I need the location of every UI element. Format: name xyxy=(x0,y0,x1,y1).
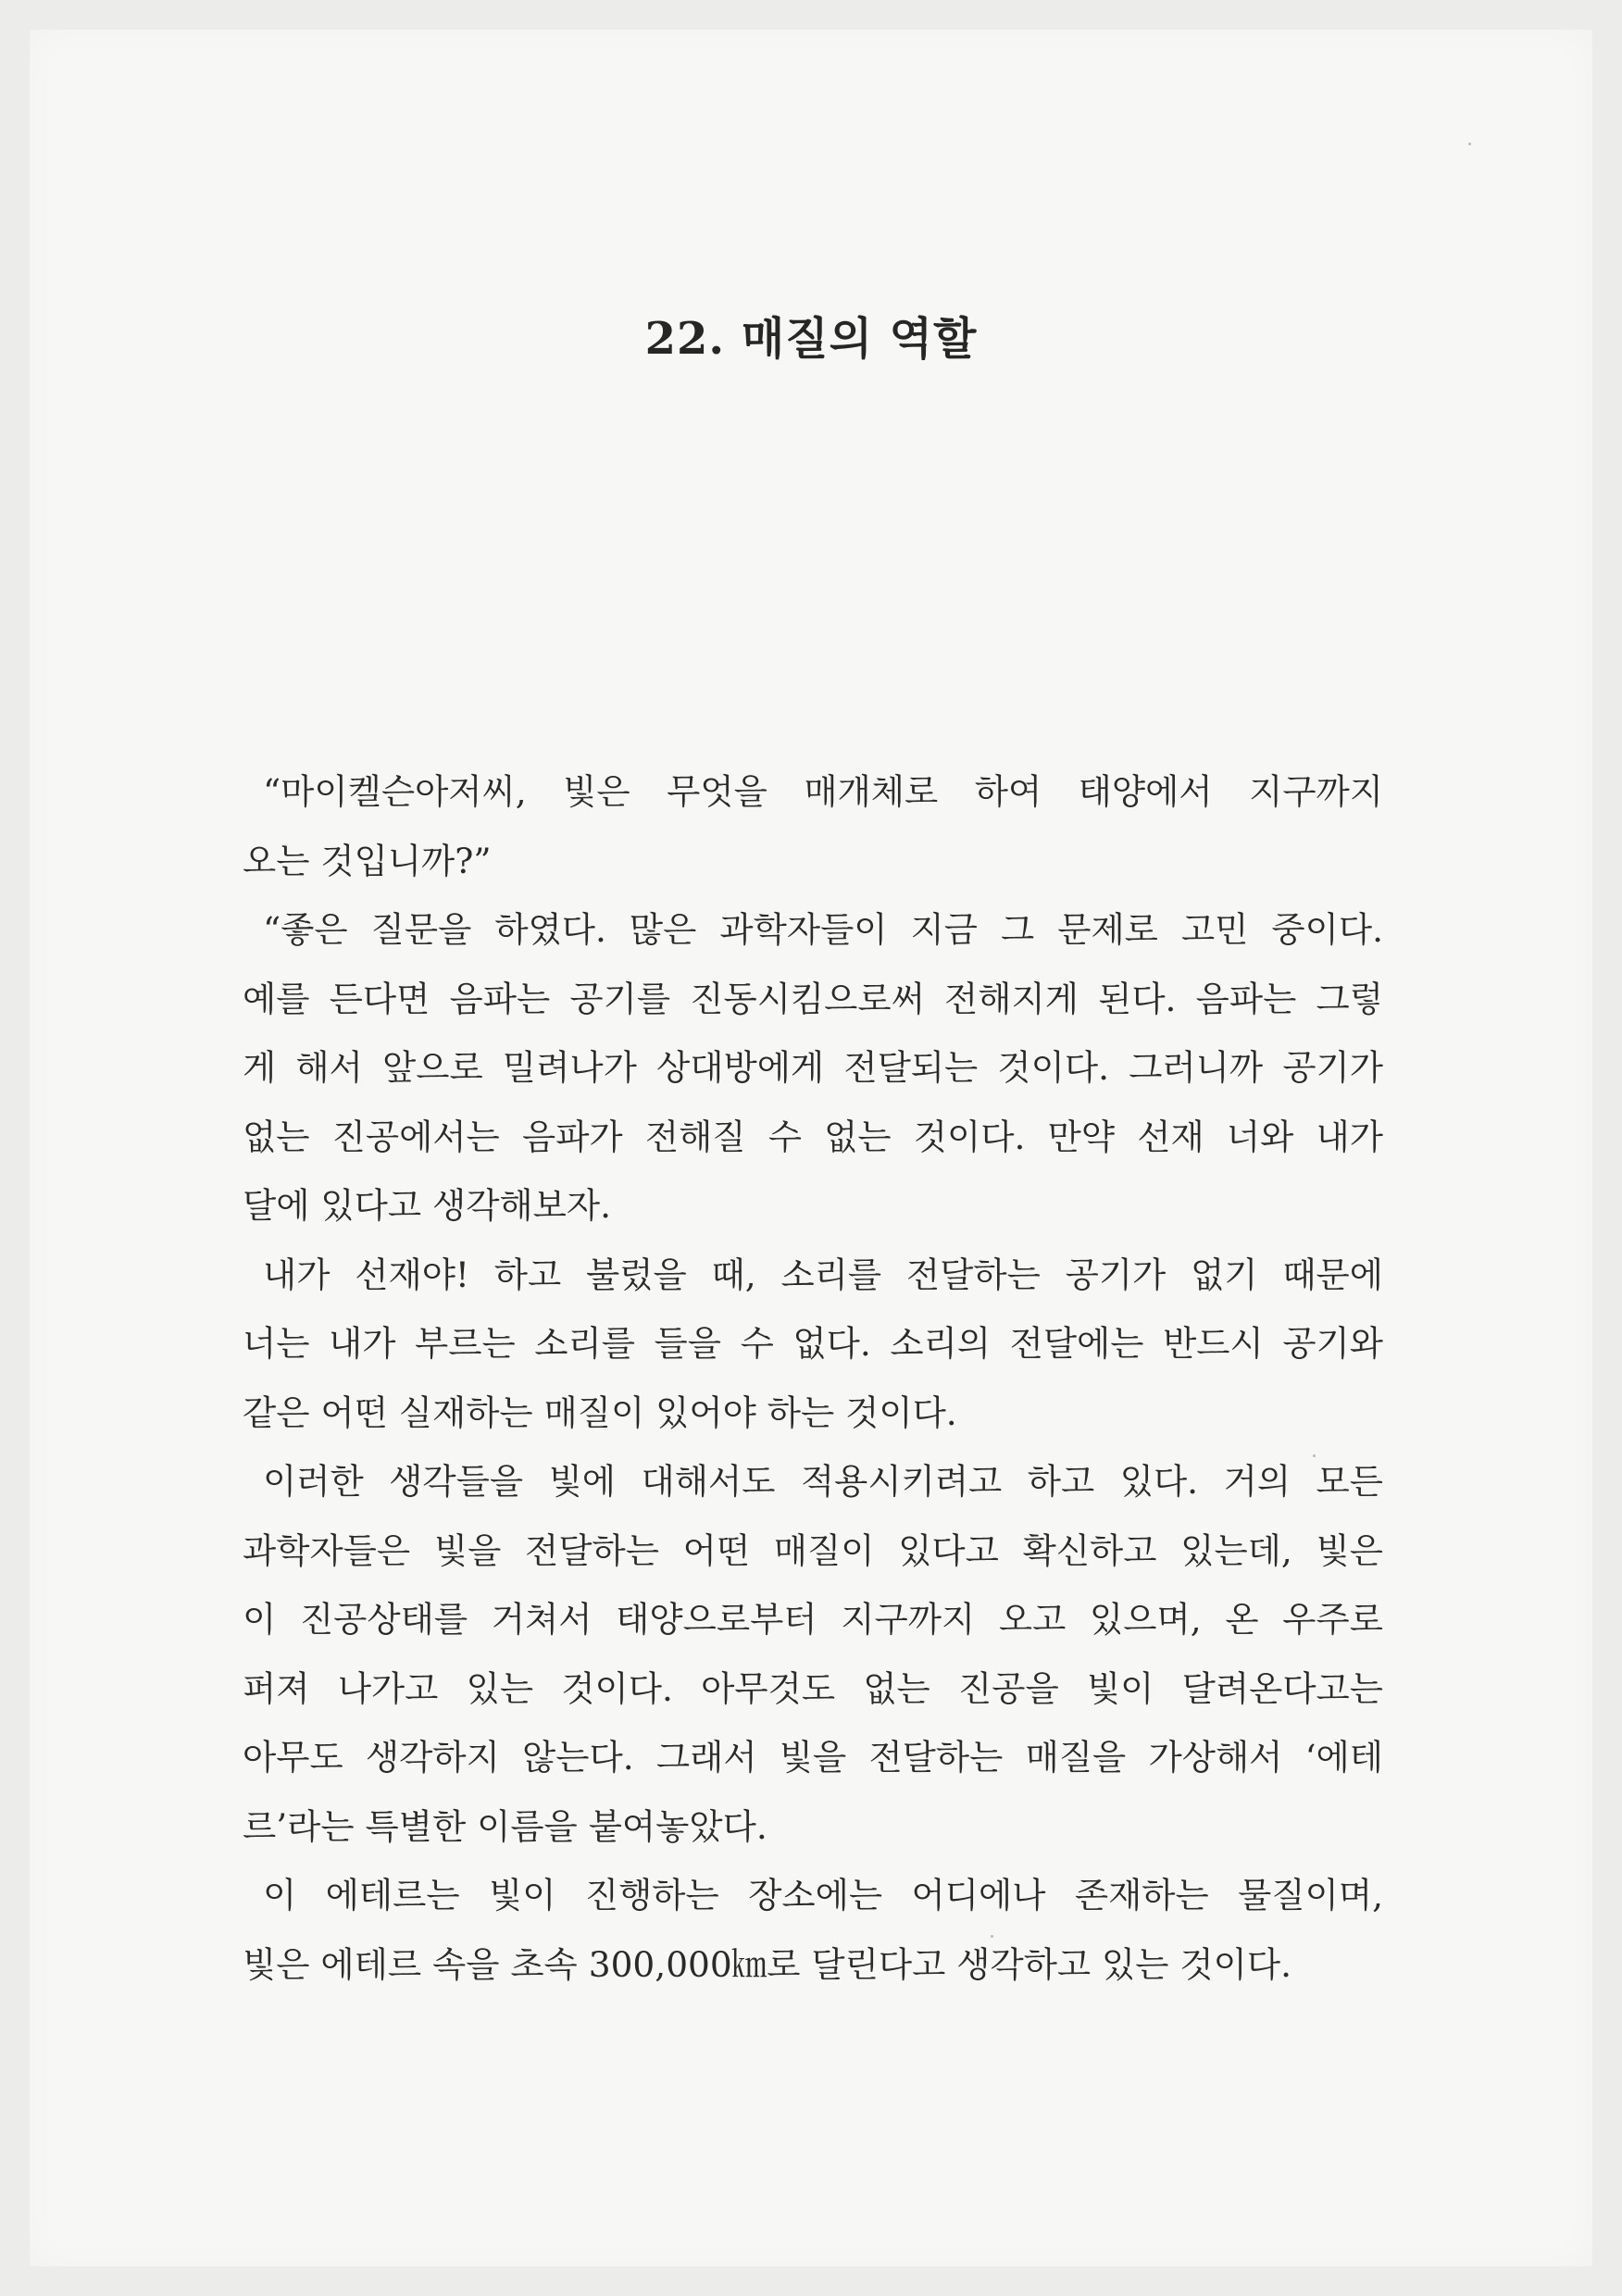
paragraph-1 xyxy=(243,757,1383,895)
text-line: 과학자들은 빛을 전달하는 어떤 매질이 있다고 확신하고 있는데, 빛은 xyxy=(243,1529,1383,1571)
text-line: 아무도 생각하지 않는다. 그래서 빛을 전달하는 매질을 가상해서 ‘에테 xyxy=(243,1737,1383,1778)
text-line: 예를 든다면 음파는 공기를 진동시킴으로써 전해지게 된다. 음파는 그렇 xyxy=(243,978,1383,1019)
text-line: 오는 것입니까?” xyxy=(243,840,492,881)
text-line: 이 진공상태를 거쳐서 태양으로부터 지구까지 오고 있으며, 온 우주로 xyxy=(243,1599,1383,1640)
text-line: 달에 있다고 생각해보자. xyxy=(243,1185,612,1226)
text-line: 게 해서 앞으로 밀려나가 상대방에게 전달되는 것이다. 그러니까 공기가 xyxy=(243,1047,1383,1088)
text-line: “마이켈슨아저씨, 빛은 무엇을 매개체로 하여 태양에서 지구까지 xyxy=(263,771,1383,812)
paper-speck xyxy=(1313,1454,1316,1457)
text-line: 빛은 에테르 속을 초속 300,000㎞로 달린다고 생각하고 있는 것이다. xyxy=(243,1943,1292,1985)
text-line: 퍼져 나가고 있는 것이다. 아무것도 없는 진공을 빛이 달려온다고는 xyxy=(243,1667,1383,1709)
page-title: 22. 매질의 역할 xyxy=(644,313,978,365)
paragraph-3 xyxy=(243,1241,1383,1448)
paragraph-4 xyxy=(243,1447,1383,1861)
paragraph-2 xyxy=(243,895,1383,1241)
paper-speck xyxy=(991,1935,993,1938)
text-line: 같은 어떤 실재하는 매질이 있어야 하는 것이다. xyxy=(243,1391,957,1433)
text-line: 내가 선재야! 하고 불렀을 때, 소리를 전달하는 공기가 없기 때문에 xyxy=(263,1254,1383,1295)
text-line: “좋은 질문을 하였다. 많은 과학자들이 지금 그 문제로 고민 중이다. xyxy=(263,909,1383,950)
text-line: 없는 진공에서는 음파가 전해질 수 없는 것이다. 만약 선재 너와 내가 xyxy=(243,1116,1383,1157)
text-line: 너는 내가 부르는 소리를 들을 수 없다. 소리의 전달에는 반드시 공기와 xyxy=(243,1323,1383,1364)
body-text xyxy=(243,757,1383,1999)
paragraph-5 xyxy=(243,1861,1383,1999)
text-line: 르’라는 특별한 이름을 붙여놓았다. xyxy=(243,1805,767,1847)
text-line: 이러한 생각들을 빛에 대해서도 적용시키려고 하고 있다. 거의 모든 xyxy=(263,1461,1383,1502)
text-line: 이 에테르는 빛이 진행하는 장소에는 어디에나 존재하는 물질이며, xyxy=(263,1875,1383,1915)
paper-speck xyxy=(1468,143,1471,145)
